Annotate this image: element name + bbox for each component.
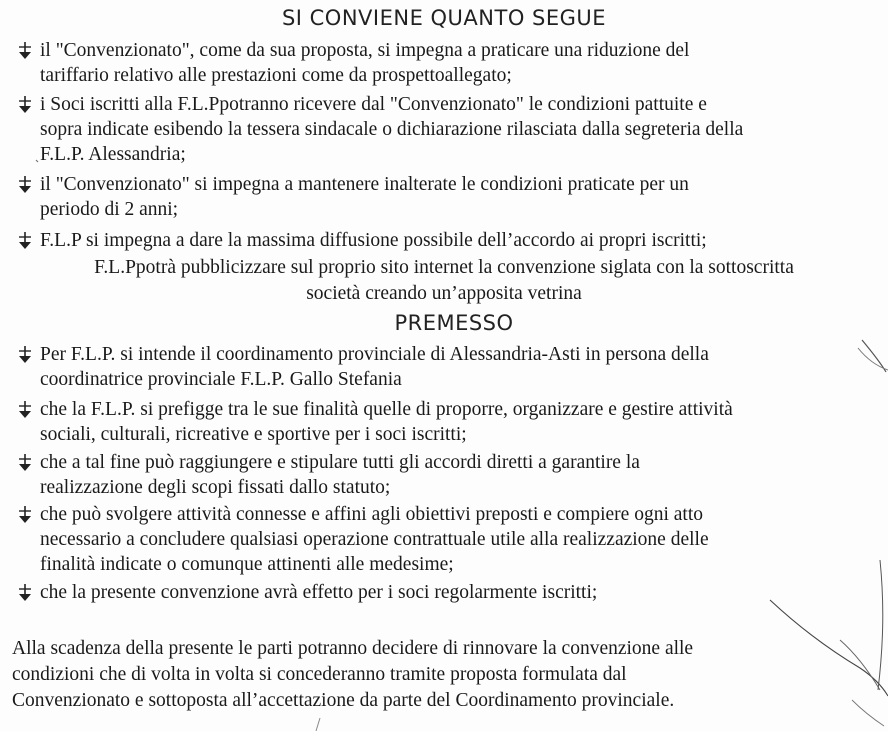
convene-item-3-line-2: periodo di 2 anni;	[40, 199, 179, 220]
convene-item-2-line-1: i Soci iscritti alla F.L.Ppotranno ricevere dal "Convenzionato" le condizioni pattuite e	[40, 94, 707, 115]
premesso-item-2	[16, 397, 884, 447]
convene-note-line-1: F.L.Ppotrà pubblicizzare sul proprio sito internet la convenzione siglata con la sottoscritta	[94, 257, 794, 278]
closing-line-3: Convenzionato e sottoposta all’accettazione da parte del Coordinamento provinciale.	[12, 690, 675, 711]
closing-paragraph	[12, 636, 882, 714]
arrow-down-bullet-icon	[16, 400, 34, 420]
closing-line-1: Alla scadenza della presente le parti potranno decidere di rinnovare la convenzione alle	[12, 638, 694, 659]
arrow-down-bullet-icon	[16, 453, 34, 473]
convene-note-line-2: società creando un’apposita vetrina	[306, 283, 582, 304]
convene-item-1	[16, 38, 884, 88]
section-title-convene: SI CONVIENE QUANTO SEGUE	[281, 6, 607, 30]
premesso-item-5	[16, 580, 884, 605]
premesso-item-3	[16, 450, 884, 500]
convene-item-3	[16, 172, 884, 222]
premesso-item-4	[16, 502, 884, 577]
premesso-item-1	[16, 342, 884, 392]
convene-item-4-line-1: F.L.P si impegna a dare la massima diffusione possibile dell’accordo ai propri iscritti;	[40, 230, 707, 251]
arrow-down-bullet-icon	[16, 41, 34, 61]
convene-item-2	[16, 92, 884, 167]
section-title-premesso: PREMESSO	[394, 311, 514, 335]
arrow-down-bullet-icon	[16, 95, 34, 115]
premesso-item-3-line-1: che a tal fine può raggiungere e stipulare tutti gli accordi diretti a garantire la	[40, 452, 640, 473]
convene-item-2-line-2: sopra indicate esibendo la tessera sindacale o dichiarazione rilasciata dalla segreteria della	[40, 119, 744, 140]
arrow-down-bullet-icon	[16, 231, 34, 251]
arrow-down-bullet-icon	[16, 175, 34, 195]
convene-item-2-line-3: F.L.P. Alessandria;	[40, 144, 186, 165]
arrow-down-bullet-icon	[16, 505, 34, 525]
closing-line-2: condizioni che di volta in volta si concederanno tramite proposta formulata dal	[12, 664, 627, 685]
premesso-item-1-line-1: Per F.L.P. si intende il coordinamento provinciale di Alessandria-Asti in persona della	[40, 344, 709, 365]
premesso-item-2-line-1: che la F.L.P. si prefigge tra le sue finalità quelle di proporre, organizzare e gestire attività	[40, 399, 733, 420]
premesso-item-4-line-3: finalità indicate o comunque attinenti alle medesime;	[40, 554, 454, 575]
convene-item-1-line-1: il "Convenzionato", come da sua proposta, si impegna a praticare una riduzione del	[40, 40, 690, 61]
premesso-item-1-line-2: coordinatrice provinciale F.L.P. Gallo Stefania	[40, 369, 402, 390]
convene-item-1-line-2: tariffario relativo alle prestazioni come da prospettoallegato;	[40, 65, 512, 86]
convene-item-3-line-1: il "Convenzionato" si impegna a mantenere inalterate le condizioni praticate per un	[40, 174, 689, 195]
premesso-item-4-line-2: necessario a concludere qualsiasi operazione contrattuale utile alla realizzazione delle	[40, 529, 709, 550]
arrow-down-bullet-icon	[16, 583, 34, 603]
convene-item-4	[16, 228, 884, 253]
premesso-item-5-line-1: che la presente convenzione avrà effetto per i soci regolarmente iscritti;	[40, 582, 598, 603]
premesso-item-3-line-2: realizzazione degli scopi fissati dallo statuto;	[40, 477, 391, 498]
arrow-down-bullet-icon	[16, 345, 34, 365]
premesso-item-4-line-1: che può svolgere attività connesse e affini agli obiettivi preposti e compiere ogni atto	[40, 504, 703, 525]
premesso-item-2-line-2: sociali, culturali, ricreative e sportive per i soci iscritti;	[40, 424, 467, 445]
